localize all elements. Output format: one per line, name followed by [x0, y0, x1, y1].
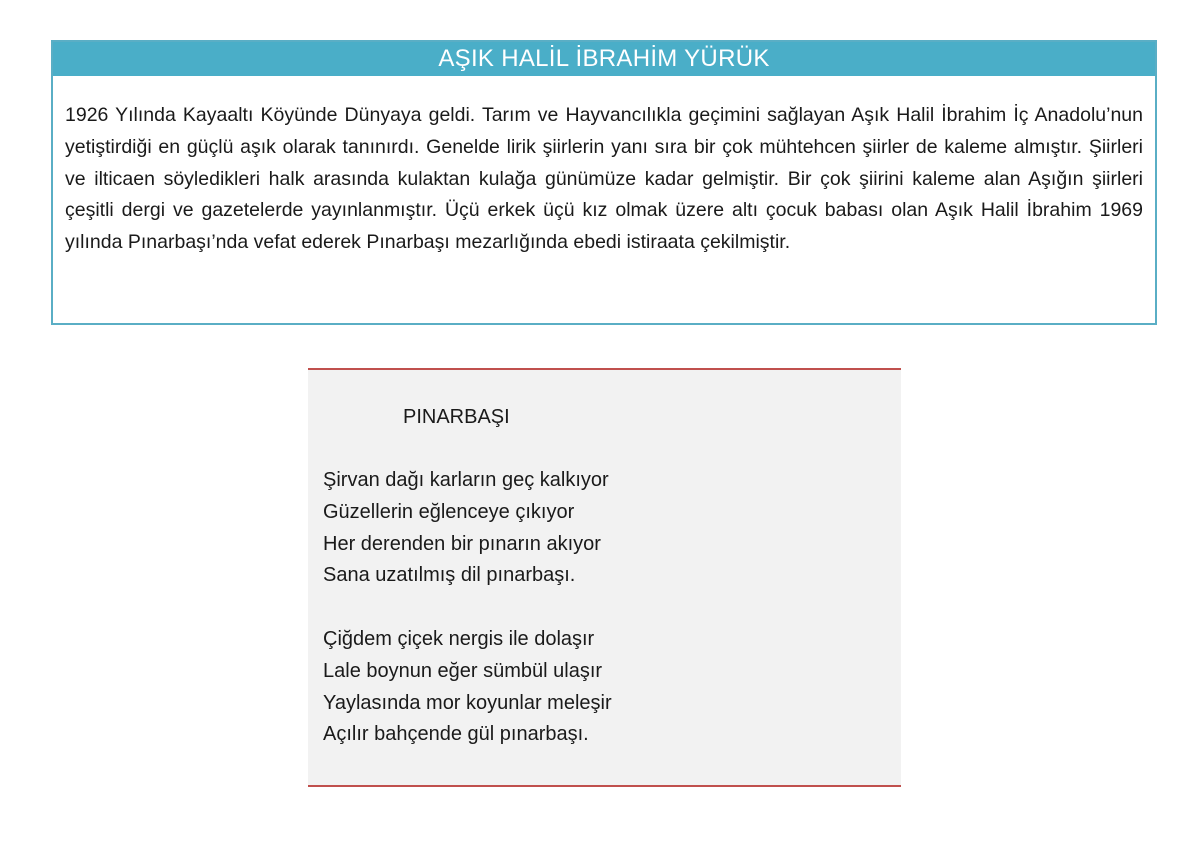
biography-box [51, 40, 1157, 325]
biography-text: 1926 Yılında Kayaaltı Köyünde Dünyaya geldi. Tarım ve Hayvancılıkla geçimini sağlayan Aşık Halil İbrahim İç Anadolu’nun yetiştirdiği en güçlü aşık olarak tanınırdı. Genelde lirik şiirlerin yanı sıra bir çok mühtehcen şiirler de kaleme almıştır. Şiirleri ve ilticaen söyledikleri halk arasında kulaktan kulağa günümüze kadar gelmiştir. Bir çok şiirini kaleme alan Aşığın şiirleri çeşitli dergi ve gazetelerde yayınlanmıştır. Üçü erkek üçü kız olmak üzere altı çocuk babası olan Aşık Halil İbrahim 1969 yılında Pınarbaşı’nda vefat ederek Pınarbaşı mezarlığında ebedi istiraata çekilmiştir. [65, 104, 1143, 254]
poem-line: Her derenden bir pınarın akıyor [323, 532, 601, 555]
poem-line: Sana uzatılmış dil pınarbaşı. [323, 564, 576, 587]
poem-box [308, 368, 901, 787]
poem-stanza-2 [323, 624, 612, 751]
poem-line: Açılır bahçende gül pınarbaşı. [323, 723, 589, 746]
poem-title: PINARBAŞI [403, 406, 510, 428]
poem-line: Lale boynun eğer sümbül ulaşır [323, 659, 603, 682]
poem-line: Şirvan dağı karların geç kalkıyor [323, 469, 609, 491]
poem-line: Yaylasında mor koyunlar meleşir [323, 691, 612, 714]
poem-stanza-1 [323, 465, 609, 592]
poem-line: Güzellerin eğlenceye çıkıyor [323, 500, 575, 523]
biography-title: AŞIK HALİL İBRAHİM YÜRÜK [53, 42, 1155, 76]
poem-line: Çiğdem çiçek nergis ile dolaşır [323, 628, 595, 650]
